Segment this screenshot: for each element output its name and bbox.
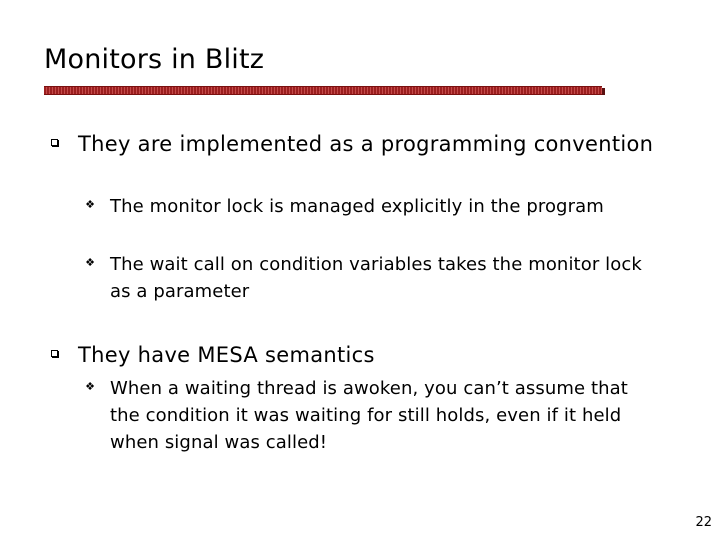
sub-bullet-text: When a waiting thread is awoken, you can’t assume that the condition it was waiting for still holds, even if it held when signal was called! (110, 378, 628, 453)
diamond-bullet-icon: ❖ (85, 380, 95, 393)
title-divider (44, 86, 602, 95)
hollow-square-bullet-icon (51, 139, 58, 146)
diamond-bullet-icon: ❖ (85, 256, 95, 269)
sub-bullet-item (84, 251, 654, 305)
slide-title: Monitors in Blitz (44, 44, 265, 75)
bullet-item (44, 130, 654, 159)
page-number: 22 (695, 515, 712, 530)
sub-bullet-text: The monitor lock is managed explicitly in the program (110, 196, 604, 217)
bullet-text: They have MESA semantics (78, 343, 375, 367)
sub-bullet-item (84, 193, 654, 220)
bullet-text: They are implemented as a programming convention (78, 132, 654, 156)
sub-bullet-item (84, 375, 654, 456)
sub-bullet-text: The wait call on condition variables takes the monitor lock as a parameter (110, 254, 642, 302)
diamond-bullet-icon: ❖ (85, 198, 95, 211)
bullet-item (44, 341, 654, 370)
hollow-square-bullet-icon (51, 350, 58, 357)
